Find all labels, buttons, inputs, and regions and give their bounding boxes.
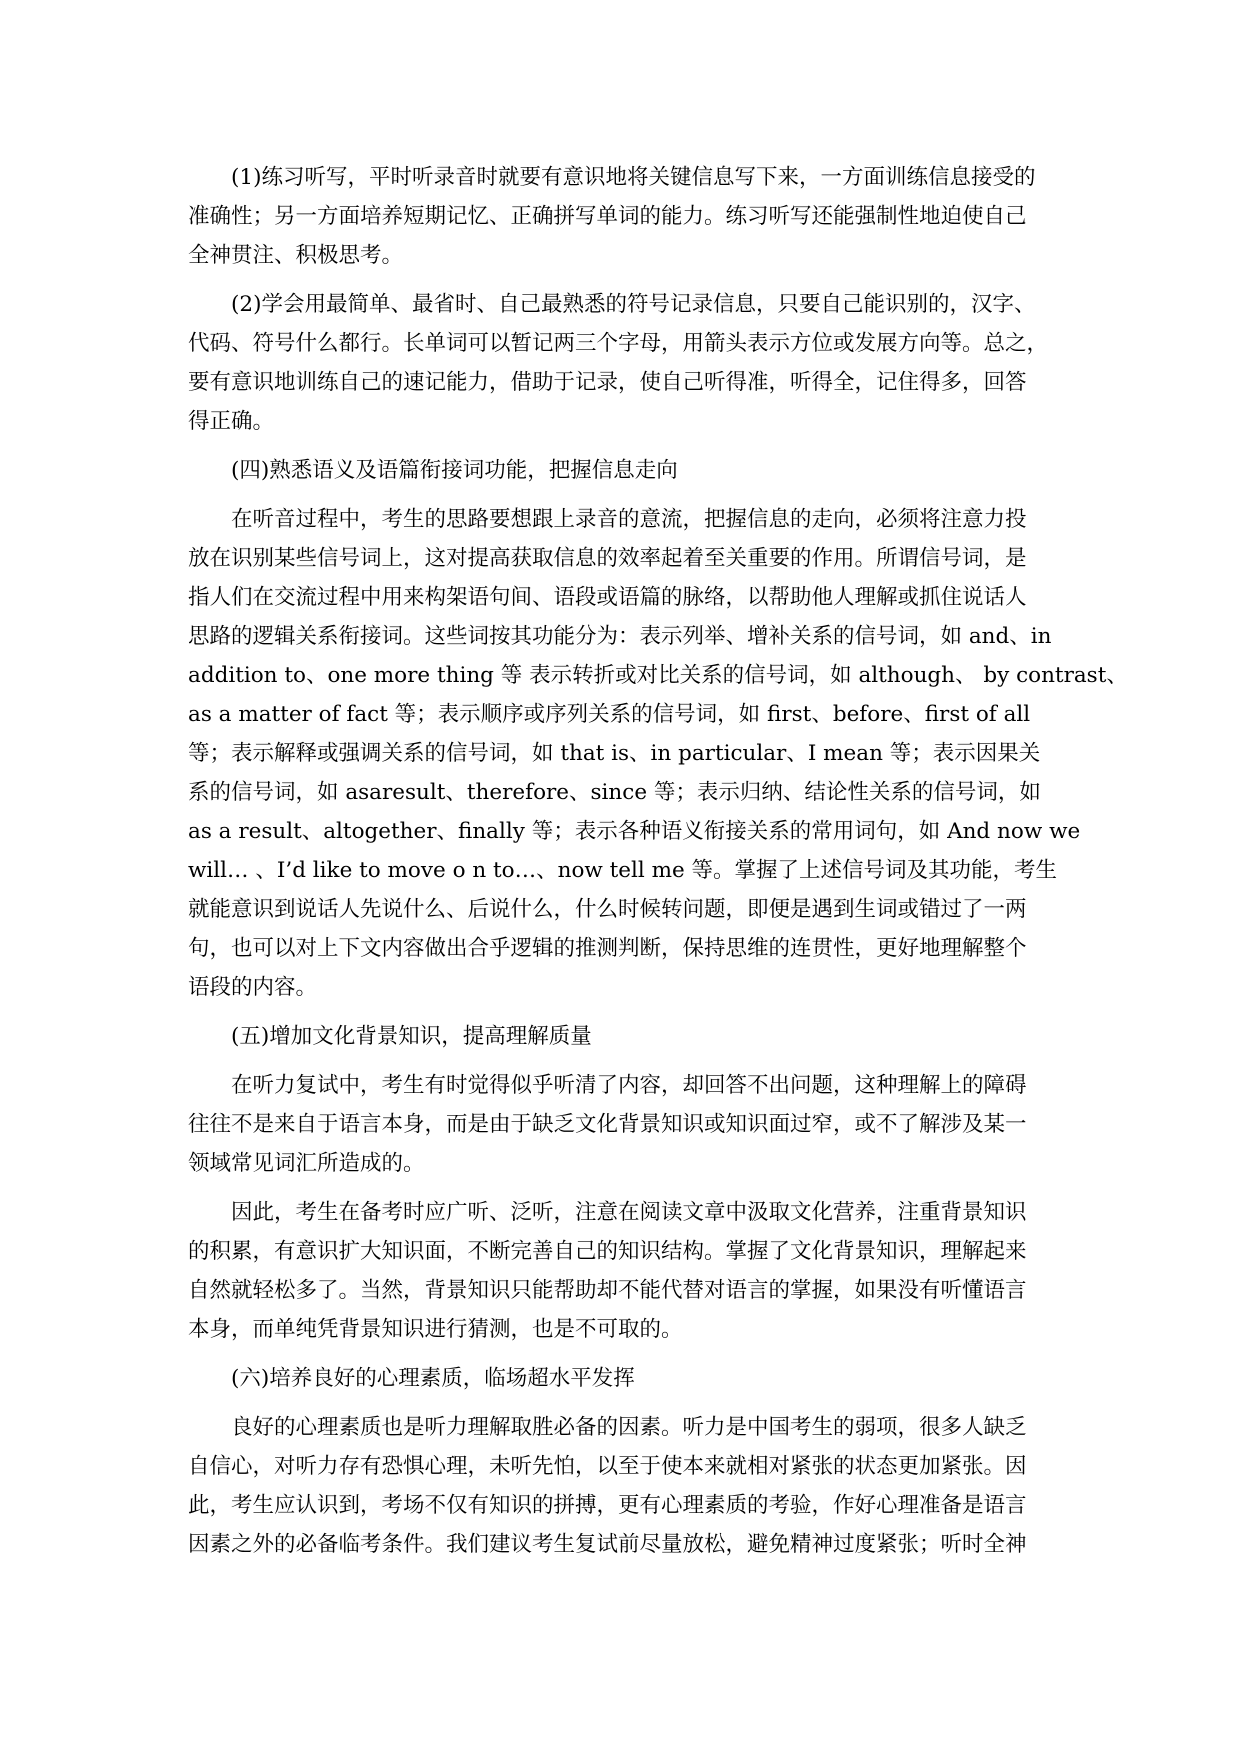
paragraph-line: addition to、one more thing 等 表示转折或对比关系的信号词，如 although、 by contrast、 xyxy=(188,663,1128,688)
paragraph-line: 就能意识到说话人先说什么、后说什么，什么时候转问题，即便是遇到生词或错过了一两 xyxy=(188,897,1027,922)
paragraph xyxy=(188,1193,1088,1349)
heading-text: (五)增加文化背景知识，提高理解质量 xyxy=(231,1024,592,1049)
paragraph-line: 得正确。 xyxy=(188,409,275,434)
document-body xyxy=(188,158,1128,1574)
paragraph-line: will… 、I’d like to move o n to…、now tell me 等。掌握了上述信号词及其功能，考生 xyxy=(188,858,1058,883)
paragraph-line: as a result、altogether、finally 等；表示各种语义衔接关系的常用词句，如 And now we xyxy=(188,819,1081,844)
paragraph-line: 的积累，有意识扩大知识面，不断完善自己的知识结构。掌握了文化背景知识，理解起来 xyxy=(188,1239,1027,1264)
paragraph-line: 全神贯注、积极思考。 xyxy=(188,243,404,268)
heading-text: (六)培养良好的心理素质，临场超水平发挥 xyxy=(231,1366,635,1391)
paragraph-line: 往往不是来自于语言本身，而是由于缺乏文化背景知识或知识面过窄，或不了解涉及某一 xyxy=(188,1112,1027,1137)
paragraph-line: 系的信号词，如 asaresult、therefore、since 等；表示归纳、结论性关系的信号词，如 xyxy=(188,780,1041,805)
paragraph-line: 指人们在交流过程中用来构架语句间、语段或语篇的脉络，以帮助他人理解或抓住说话人 xyxy=(188,585,1027,610)
paragraph xyxy=(188,500,1128,1007)
paragraph-line: as a matter of fact 等；表示顺序或序列关系的信号词，如 first、before、first of all xyxy=(188,702,1031,727)
paragraph-line: 本身，而单纯凭背景知识进行猜测，也是不可取的。 xyxy=(188,1317,683,1342)
paragraph-line: 自信心，对听力存有恐惧心理，未听先怕，以至于使本来就相对紧张的状态更加紧张。因 xyxy=(188,1454,1027,1479)
paragraph-line: 要有意识地训练自己的速记能力，借助于记录，使自己听得准，听得全，记住得多，回答 xyxy=(188,370,1027,395)
paragraph-line: 自然就轻松多了。当然，背景知识只能帮助却不能代替对语言的掌握，如果没有听懂语言 xyxy=(188,1278,1027,1303)
paragraph-line: 领域常见词汇所造成的。 xyxy=(188,1151,425,1176)
paragraph-line: 等；表示解释或强调关系的信号词，如 that is、in particular、I mean 等；表示因果关 xyxy=(188,741,1041,766)
paragraph-line: (1)练习听写，平时听录音时就要有意识地将关键信息写下来，一方面训练信息接受的 xyxy=(231,165,1036,190)
paragraph-line: 语段的内容。 xyxy=(188,975,318,1000)
paragraph-line: 因此，考生在备考时应广听、泛听，注意在阅读文章中汲取文化营养，注重背景知识 xyxy=(231,1200,1027,1225)
paragraph xyxy=(188,1066,1088,1183)
paragraph-line: 良好的心理素质也是听力理解取胜必备的因素。听力是中国考生的弱项，很多人缺乏 xyxy=(231,1415,1027,1440)
paragraph-line: 句，也可以对上下文内容做出合乎逻辑的推测判断，保持思维的连贯性，更好地理解整个 xyxy=(188,936,1027,961)
paragraph-line: 此，考生应认识到，考场不仅有知识的拼搏，更有心理素质的考验，作好心理准备是语言 xyxy=(188,1493,1027,1518)
paragraph-line: 代码、符号什么都行。长单词可以暂记两三个字母，用箭头表示方位或发展方向等。总之， xyxy=(188,331,1049,356)
paragraph-line: 因素之外的必备临考条件。我们建议考生复试前尽量放松，避免精神过度紧张；听时全神 xyxy=(188,1532,1027,1557)
paragraph xyxy=(188,1408,1088,1564)
section-heading xyxy=(188,1017,1088,1056)
paragraph-line: (2)学会用最简单、最省时、自己最熟悉的符号记录信息，只要自己能识别的，汉字、 xyxy=(231,292,1036,317)
section-heading xyxy=(188,1359,1088,1398)
section-heading xyxy=(188,451,1088,490)
paragraph xyxy=(188,285,1088,441)
paragraph-line: 准确性；另一方面培养短期记忆、正确拼写单词的能力。练习听写还能强制性地迫使自己 xyxy=(188,204,1027,229)
paragraph-line: 放在识别某些信号词上，这对提高获取信息的效率起着至关重要的作用。所谓信号词，是 xyxy=(188,546,1027,571)
paragraph-line: 在听力复试中，考生有时觉得似乎听清了内容，却回答不出问题，这种理解上的障碍 xyxy=(231,1073,1027,1098)
paragraph-line: 在听音过程中，考生的思路要想跟上录音的意流，把握信息的走向，必须将注意力投 xyxy=(231,507,1027,532)
paragraph xyxy=(188,158,1088,275)
heading-text: (四)熟悉语义及语篇衔接词功能，把握信息走向 xyxy=(231,458,678,483)
paragraph-line: 思路的逻辑关系衔接词。这些词按其功能分为：表示列举、增补关系的信号词，如 and、in xyxy=(188,624,1052,649)
